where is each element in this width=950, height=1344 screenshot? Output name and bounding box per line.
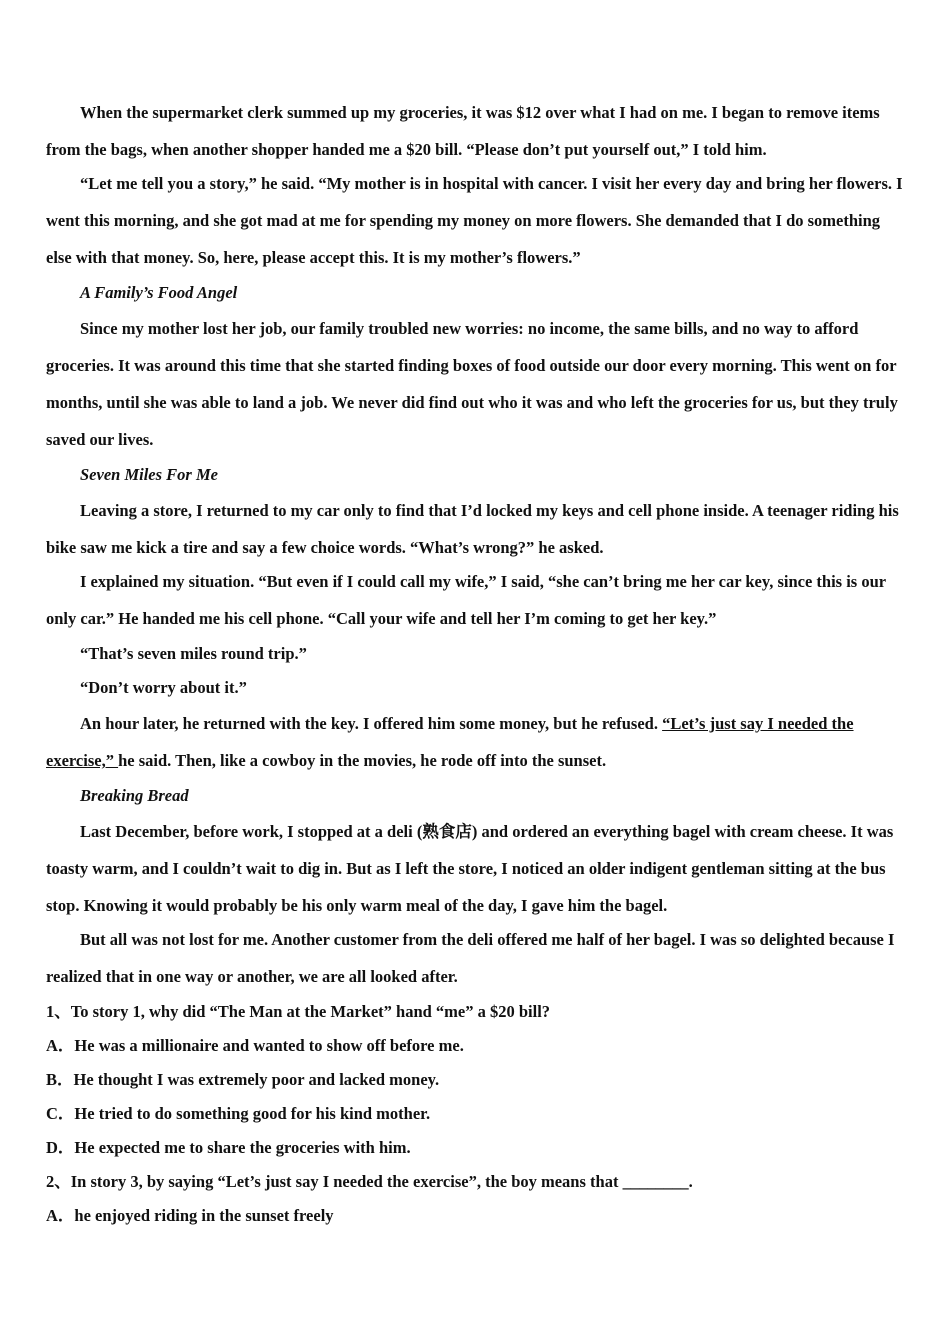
option-d: D．He expected me to share the groceries with him. bbox=[46, 1138, 411, 1157]
paragraph: Leaving a store, I returned to my car only to find that I’d locked my keys and cell phone inside. A teenager riding his bike saw me kick a tire and say a few choice words. “What’s wrong?” he asked. bbox=[46, 501, 899, 557]
underlined-quote: “Let’s just say I needed the exercise,” bbox=[46, 714, 854, 770]
paragraph: When the supermarket clerk summed up my groceries, it was $12 over what I had on me. I began to remove items from the bags, when another shopper handed me a $20 bill. “Please don’t put yourself out,” I told him. bbox=[46, 103, 880, 159]
story-heading: Seven Miles For Me bbox=[80, 465, 218, 484]
text-run: An hour later, he returned with the key. I offered him some money, but he refused. bbox=[80, 714, 663, 733]
option-b: B．He thought I was extremely poor and lacked money. bbox=[46, 1070, 440, 1089]
story-heading: A Family’s Food Angel bbox=[80, 283, 238, 302]
option-a: A．He was a millionaire and wanted to show off before me. bbox=[46, 1036, 464, 1055]
text-run: he said. Then, like a cowboy in the movies, he rode off into the sunset. bbox=[118, 751, 607, 770]
paragraph: Last December, before work, I stopped at a deli (熟食店) and ordered an everything bagel with cream cheese. It was toasty warm, and I couldn’t wait to dig in. But as I left the store, I noticed an older indigent gentleman sitting at the bus stop. Knowing it would probably be his only warm meal of the day, I gave him the bagel. bbox=[46, 822, 894, 915]
option-c: C．He tried to do something good for his kind mother. bbox=[46, 1104, 431, 1123]
paragraph-with-underline bbox=[46, 705, 908, 779]
option-a: A．he enjoyed riding in the sunset freely bbox=[46, 1206, 334, 1225]
document-body bbox=[46, 94, 908, 1233]
question-2: 2、In story 3, by saying “Let’s just say I needed the exercise”, the boy means that ________. bbox=[46, 1172, 693, 1191]
paragraph: I explained my situation. “But even if I could call my wife,” I said, “she can’t bring me her car key, since this is our only car.” He handed me his cell phone. “Call your wife and tell her I’m coming to get her key.” bbox=[46, 572, 886, 628]
paragraph: “Don’t worry about it.” bbox=[80, 678, 247, 697]
question-1: 1、To story 1, why did “The Man at the Market” hand “me” a $20 bill? bbox=[46, 1002, 551, 1021]
story-heading: Breaking Bread bbox=[80, 786, 189, 805]
paragraph: “That’s seven miles round trip.” bbox=[80, 644, 307, 663]
paragraph: But all was not lost for me. Another customer from the deli offered me half of her bagel. I was so delighted because I realized that in one way or another, we are all looked after. bbox=[46, 930, 895, 986]
paragraph: Since my mother lost her job, our family troubled new worries: no income, the same bills, and no way to afford groceries. It was around this time that she started finding boxes of food outside our door every morning. This went on for months, until she was able to land a job. We never did find out who it was and who left the groceries for us, but they truly saved our lives. bbox=[46, 319, 898, 449]
paragraph: “Let me tell you a story,” he said. “My mother is in hospital with cancer. I visit her every day and bring her flowers. I went this morning, and she got mad at me for spending my money on more flowers. She demanded that I do something else with that money. So, here, please accept this. It is my mother’s flowers.” bbox=[46, 174, 903, 267]
